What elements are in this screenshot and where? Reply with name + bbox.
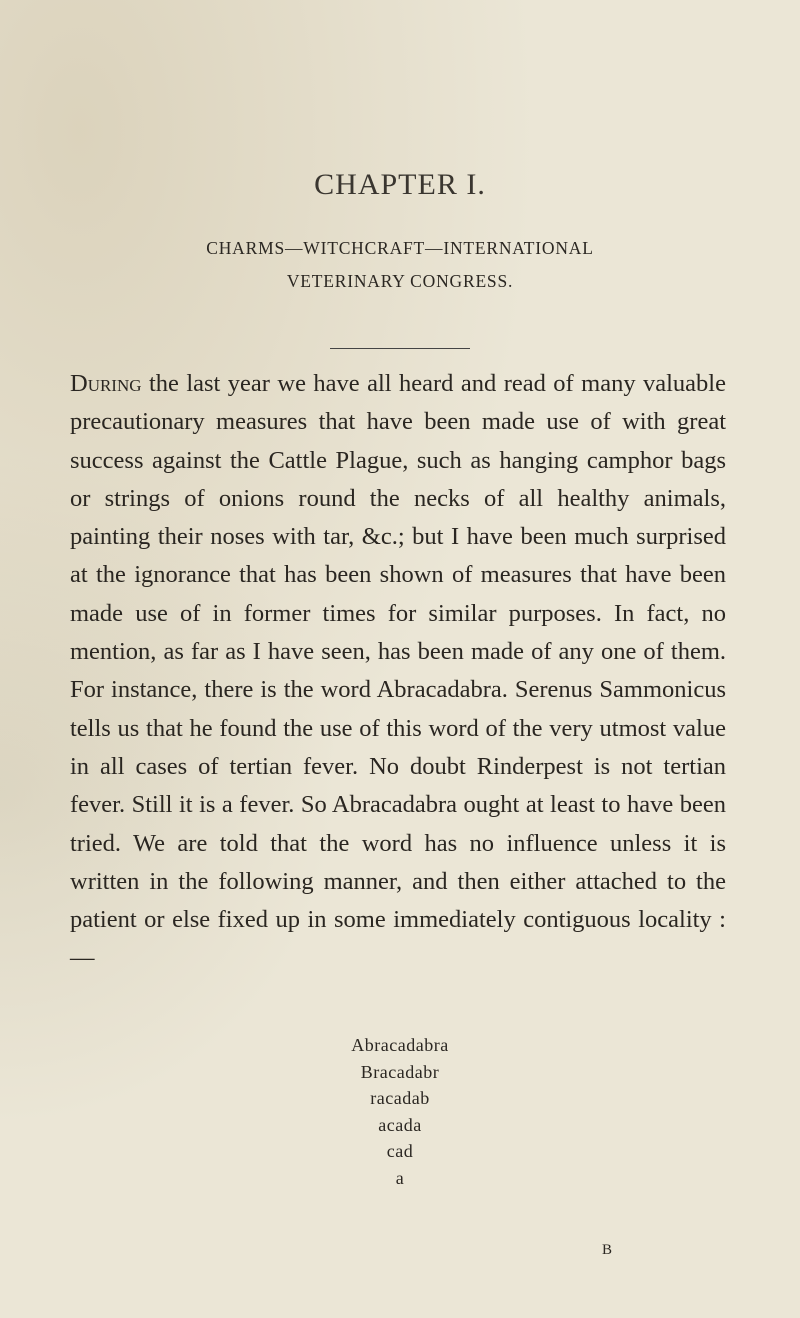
charm-line: cad xyxy=(386,1141,414,1161)
subtitle-line-1: CHARMS—WITCHCRAFT—INTERNATIONAL xyxy=(206,238,594,258)
charm-line: a xyxy=(395,1167,405,1188)
charm-line: acada xyxy=(378,1114,422,1135)
body-paragraph xyxy=(70,365,726,978)
charm-line: Bracadabr xyxy=(360,1061,440,1082)
charm-line: racadab xyxy=(370,1088,430,1108)
chapter-subtitle xyxy=(100,232,700,298)
charm-line: Abracadabra xyxy=(351,1035,449,1055)
signature-mark: B xyxy=(602,1242,613,1258)
chapter-title: CHAPTER I. xyxy=(314,168,486,201)
section-divider xyxy=(330,348,470,349)
subtitle-line-2: VETERINARY CONGRESS. xyxy=(286,271,514,291)
abracadabra-charm xyxy=(0,1032,800,1191)
paragraph-text: the last year we have all heard and read of many valuable precautionary measures that have been made use of with great success against the Cattle Plague, such as hanging camphor bags or strings of onions round the necks of all healthy animals, painting their noses with tar, &c.; but I have been much surprised at the ignorance that has been shown of measures that have been made use of in former times for similar purposes. In fact, no mention, as far as I have seen, has been made of any one of them. For instance, there is the word Abracadabra. Serenus Sammonicus tells us that he found the use of this word of the very utmost value in all cases of tertian fever. No doubt Rinderpest is not tertian fever. Still it is a fever. So Abracadabra ought at least to have been tried. We are told that the word has no influence unless it is written in the following manner, and then either attached to the patient or else fixed up in some immediately contiguous locality :— xyxy=(70,370,726,972)
paragraph-lead-word: During xyxy=(70,370,142,397)
